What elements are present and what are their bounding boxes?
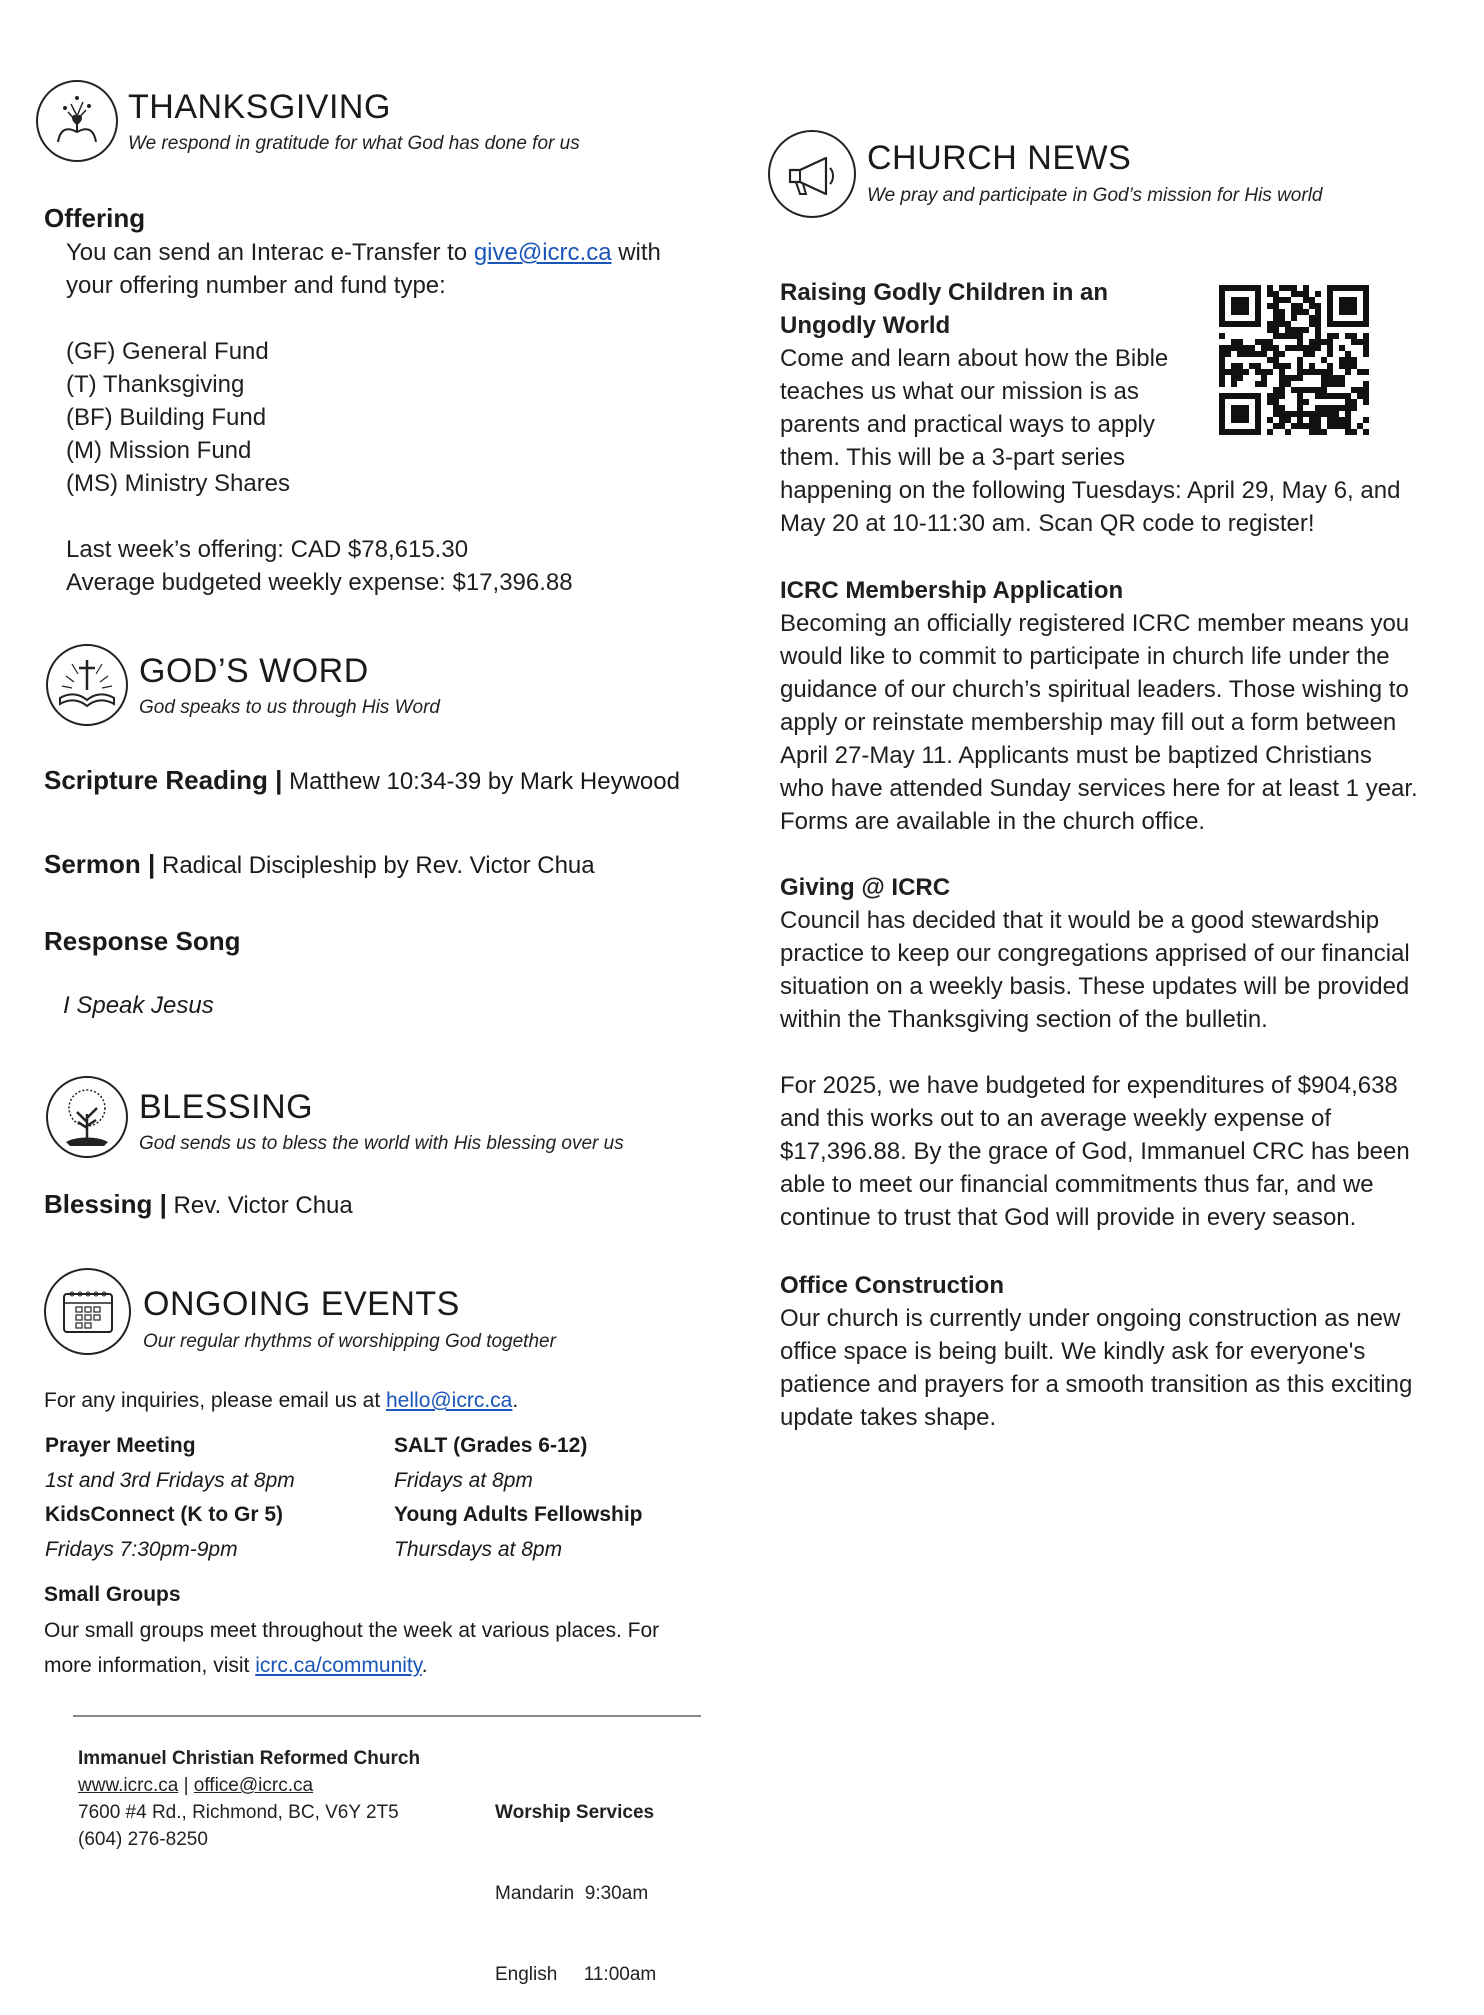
- small-groups-heading: Small Groups: [44, 1583, 181, 1606]
- church-address: 7600 #4 Rd., Richmond, BC, V6Y 2T5: [78, 1802, 399, 1823]
- raising-line: happening on the following Tuesdays: April 29, May 6, and: [780, 477, 1401, 504]
- average-expense: Average budgeted weekly expense: $17,396.88: [66, 569, 573, 596]
- megaphone-icon: [768, 130, 856, 218]
- event-name: KidsConnect (K to Gr 5): [45, 1503, 284, 1526]
- event-name: Prayer Meeting: [45, 1434, 196, 1457]
- membership-line: would like to commit to participate in church life under the: [780, 643, 1390, 670]
- event-young-adults: [394, 1497, 642, 1567]
- worship-heading: Worship Services: [495, 1802, 655, 1823]
- church-news-subtitle: We pray and participate in God’s mission for His world: [867, 185, 1323, 206]
- scripture-reading: [44, 765, 680, 796]
- fund-item: (MS) Ministry Shares: [66, 470, 291, 497]
- event-salt: [394, 1428, 587, 1498]
- event-time: Thursdays at 8pm: [394, 1538, 563, 1561]
- footer-divider: [73, 1715, 701, 1717]
- event-time: Fridays 7:30pm-9pm: [45, 1538, 238, 1561]
- office-line: patience and prayers for a smooth transition as this exciting: [780, 1371, 1413, 1398]
- link-separator: |: [178, 1775, 194, 1796]
- membership-line: Becoming an officially registered ICRC member means you: [780, 610, 1410, 637]
- fund-item: (M) Mission Fund: [66, 437, 252, 464]
- small-groups-text: [44, 1613, 724, 1683]
- tree-icon: [46, 1076, 128, 1158]
- registration-qr-code[interactable]: [1219, 285, 1369, 435]
- small-groups-line-2: [44, 1648, 724, 1683]
- event-time: Fridays at 8pm: [394, 1469, 533, 1492]
- office-heading: Office Construction: [780, 1272, 1005, 1299]
- membership-line: apply or reinstate membership may fill out a form between: [780, 709, 1397, 736]
- blessing-line: [44, 1189, 353, 1220]
- budget-line: and this works out to an average weekly expense of: [780, 1105, 1331, 1132]
- small-groups-line-1: Our small groups meet throughout the week at various places. For: [44, 1619, 660, 1642]
- ongoing-events-title: ONGOING EVENTS: [143, 1285, 460, 1323]
- membership-line: who have attended Sunday services here for at least 1 year.: [780, 775, 1418, 802]
- calendar-icon: [44, 1268, 131, 1355]
- church-news-title: CHURCH NEWS: [867, 139, 1132, 177]
- giving-heading: Giving @ ICRC: [780, 874, 951, 901]
- raising-line: Come and learn about how the Bible: [780, 345, 1169, 372]
- fund-list: [66, 335, 290, 500]
- contact-links: [78, 1772, 420, 1799]
- office-line: update takes shape.: [780, 1404, 997, 1431]
- membership-heading: ICRC Membership Application: [780, 577, 1124, 604]
- office-line: office space is being built. We kindly ask for everyone's: [780, 1338, 1366, 1365]
- raising-heading-line-1: Raising Godly Children in an: [780, 279, 1109, 306]
- membership-article: [780, 574, 1470, 838]
- small-groups-visit: more information, visit: [44, 1654, 256, 1677]
- blessing-title: BLESSING: [139, 1088, 314, 1126]
- fund-item: (T) Thanksgiving: [66, 371, 245, 398]
- church-name: Immanuel Christian Reformed Church: [78, 1748, 421, 1769]
- ongoing-events-subtitle: Our regular rhythms of worshipping God together: [143, 1331, 556, 1352]
- mandarin-service: Mandarin 9:30am: [495, 1883, 649, 1904]
- giving-line: practice to keep our congregations apprised of our financial: [780, 940, 1410, 967]
- fund-item: (GF) General Fund: [66, 338, 269, 365]
- inquiry-text: For any inquiries, please email us at: [44, 1389, 386, 1412]
- membership-line: guidance of our church’s spiritual leaders. Those wishing to: [780, 676, 1409, 703]
- sermon: [44, 849, 595, 880]
- raising-line: May 20 at 10-11:30 am. Scan QR code to register!: [780, 510, 1315, 537]
- bible-cross-icon: [46, 644, 128, 726]
- giving-line: within the Thanksgiving section of the bulletin.: [780, 1006, 1268, 1033]
- blessing-label: Blessing |: [44, 1189, 167, 1219]
- offering-text-start: You can send an Interac e-Transfer to: [66, 239, 474, 266]
- english-service: English 11:00am: [495, 1964, 657, 1985]
- response-song-title: I Speak Jesus: [63, 992, 214, 1019]
- thanksgiving-title: THANKSGIVING: [128, 88, 391, 126]
- inquiry-line: [44, 1389, 518, 1413]
- give-email-link[interactable]: give@icrc.ca: [473, 239, 612, 266]
- raising-heading-line-2: Ungodly World: [780, 312, 951, 339]
- sermon-label: Sermon |: [44, 849, 156, 879]
- church-phone: (604) 276-8250: [78, 1829, 208, 1850]
- event-time: 1st and 3rd Fridays at 8pm: [45, 1469, 295, 1492]
- scripture-value: Matthew 10:34-39 by Mark Heywood: [282, 768, 680, 795]
- membership-line: Forms are available in the church office.: [780, 808, 1206, 835]
- fund-item: (BF) Building Fund: [66, 404, 267, 431]
- office-line: Our church is currently under ongoing construction as new: [780, 1305, 1401, 1332]
- website-link[interactable]: www.icrc.ca: [78, 1775, 179, 1796]
- last-week-offering: Last week’s offering: CAD $78,615.30: [66, 536, 469, 563]
- blessing-value: Rev. Victor Chua: [166, 1192, 353, 1219]
- scripture-label: Scripture Reading |: [44, 765, 283, 795]
- event-name: Young Adults Fellowship: [394, 1503, 643, 1526]
- giving-article: [780, 871, 1470, 1234]
- thanksgiving-subtitle: We respond in gratitude for what God has done for us: [128, 133, 580, 154]
- hello-email-link[interactable]: hello@icrc.ca: [386, 1389, 513, 1412]
- offering-text: [66, 236, 706, 302]
- budget-line: $17,396.88. By the grace of God, Immanuel CRC has been: [780, 1138, 1410, 1165]
- offering-text-end: your offering number and fund type:: [66, 272, 446, 299]
- office-construction-article: [780, 1269, 1470, 1434]
- event-name: SALT (Grades 6-12): [394, 1434, 588, 1457]
- raising-line: parents and practical ways to apply: [780, 411, 1155, 438]
- offering-text-mid: with: [611, 239, 661, 266]
- event-kidsconnect: [45, 1497, 283, 1567]
- raising-line: them. This will be a 3-part series: [780, 444, 1126, 471]
- gods-word-title: GOD’S WORD: [139, 652, 369, 690]
- raising-line: teaches us what our mission is as: [780, 378, 1139, 405]
- giving-spacer: [780, 1036, 1470, 1069]
- event-prayer-meeting: [45, 1428, 295, 1498]
- footer-church-info: [78, 1745, 420, 1853]
- office-email-link[interactable]: office@icrc.ca: [193, 1775, 314, 1796]
- membership-line: April 27-May 11. Applicants must be baptized Christians: [780, 742, 1372, 769]
- gods-word-subtitle: God speaks to us through His Word: [139, 697, 440, 718]
- offering-totals: [66, 533, 573, 599]
- offering-heading: Offering: [44, 203, 146, 233]
- blessing-subtitle: God sends us to bless the world with His blessing over us: [139, 1133, 624, 1154]
- footer-worship-services: [495, 1745, 656, 2015]
- community-link[interactable]: icrc.ca/community: [255, 1654, 422, 1677]
- sermon-value: Radical Discipleship by Rev. Victor Chua: [155, 852, 595, 879]
- thanksgiving-tree-hands-icon: [36, 80, 118, 162]
- response-song-heading: Response Song: [44, 926, 241, 956]
- small-groups-end: .: [421, 1654, 428, 1677]
- budget-line: able to meet our financial commitments thus far, and we: [780, 1171, 1374, 1198]
- giving-line: Council has decided that it would be a good stewardship: [780, 907, 1380, 934]
- budget-line: continue to trust that God will provide in every season.: [780, 1204, 1357, 1231]
- budget-line: For 2025, we have budgeted for expenditures of $904,638: [780, 1072, 1398, 1099]
- inquiry-end: .: [512, 1389, 519, 1412]
- giving-line: situation on a weekly basis. These updates will be provided: [780, 973, 1410, 1000]
